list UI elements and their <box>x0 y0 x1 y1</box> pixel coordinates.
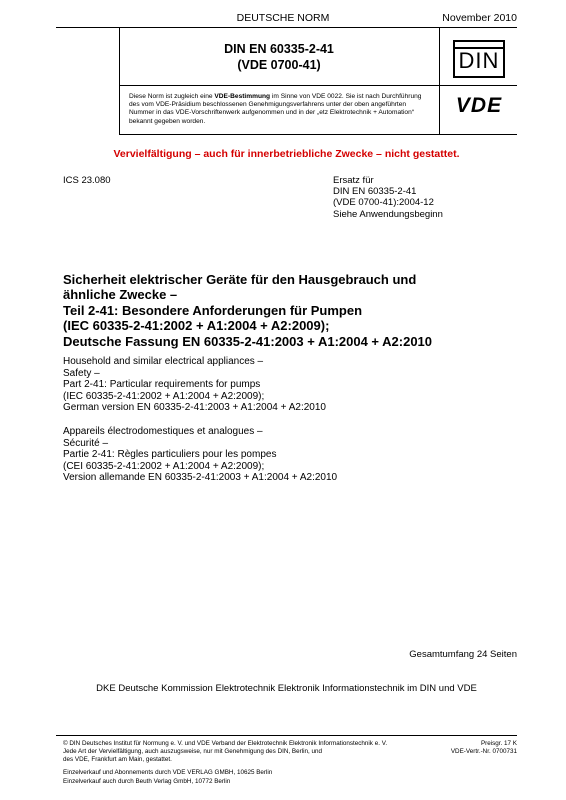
copyright-line: © DIN Deutsches Institut für Normung e. V. und VDE Verband der Elektrotechnik Elektronik Informationstechnik e. V. <box>63 740 388 747</box>
sales-line: Einzelverkauf auch durch Beuth Verlag GmbH, 10772 Berlin <box>63 777 231 785</box>
din-logo <box>453 40 505 78</box>
box-logo-divider <box>439 28 440 134</box>
title-line: Version allemande EN 60335-2-41:2003 + A1:2004 + A2:2010 <box>63 472 338 484</box>
copyright-notice <box>63 740 423 764</box>
copyright-line: Jede Art der Vervielfältigung, auch auszugsweise, nur mit Genehmigung des DIN, Berlin, und <box>63 748 323 755</box>
sales-line: Einzelverkauf und Abonnements durch VDE VERLAG GMBH, 10625 Berlin <box>63 769 273 776</box>
title-line: Deutsche Fassung EN 60335-2-41:2003 + A1:2004 + A2:2010 <box>63 333 433 349</box>
title-line: Household and similar electrical appliances – <box>63 356 264 367</box>
title-french <box>63 426 513 484</box>
price-group: Preisgr. 17 K <box>480 740 517 747</box>
ics-code: ICS 23.080 <box>63 175 111 186</box>
vde-note-rest: im Sinne von VDE 0022. Sie ist nach Durchführung des vom VDE-Präsidium beschlossenen Genehmigungsverfahrens unter der oben angeführten Nummer in das VDE-Vorschriftenwerk aufgenommen und in der „etz Elektrotechnik + Automation“ bekannt gegeben worden. <box>129 93 422 125</box>
sales-info <box>63 769 483 786</box>
replacement-info <box>333 175 443 220</box>
copy-warning: Vervielfältigung – auch für innerbetriebliche Zwecke – nicht gestattet. <box>113 148 460 160</box>
standard-number: DIN EN 60335-2-41 <box>224 42 334 56</box>
vde-regulation-note <box>129 93 431 126</box>
dke-commission: DKE Deutsche Kommission Elektrotechnik Elektronik Informationstechnik im DIN und VDE <box>96 683 477 694</box>
din-logo-text: DIN <box>458 48 500 73</box>
box-bottom-border <box>119 134 517 135</box>
box-middle-divider <box>119 85 517 86</box>
title-line: Appareils électrodomestiques et analogues – <box>63 426 263 437</box>
publication-date: November 2010 <box>442 12 517 24</box>
standard-number-block <box>119 41 439 73</box>
price-info <box>407 740 517 756</box>
vde-classification: (VDE 0700-41) <box>237 58 321 72</box>
order-number: VDE-Vertr.-Nr. 0700731 <box>450 748 517 755</box>
replacement-line: DIN EN 60335-2-41 <box>333 186 417 198</box>
title-line: Teil 2-41: Besondere Anforderungen für Pumpen <box>63 302 363 318</box>
title-line: Sécurité – <box>63 437 109 449</box>
total-pages: Gesamtumfang 24 Seiten <box>409 649 517 660</box>
title-line: Part 2-41: Particular requirements for pumps <box>63 379 261 391</box>
vde-note-prefix: Diese Norm ist zugleich eine <box>129 93 215 100</box>
vde-logo: VDE <box>455 94 503 117</box>
title-line: (CEI 60335-2-41:2002 + A1:2004 + A2:2009); <box>63 460 265 472</box>
footer-divider <box>56 735 517 736</box>
replacement-line: (VDE 0700-41):2004-12 <box>333 197 434 209</box>
title-english <box>63 356 513 414</box>
title-line: Sicherheit elektrischer Geräte für den Hausgebrauch und <box>63 272 417 287</box>
title-line: ähnliche Zwecke – <box>63 287 178 303</box>
replacement-line: Siehe Anwendungsbeginn <box>333 208 443 220</box>
replacement-line: Ersatz für <box>333 175 374 186</box>
title-line: (IEC 60335-2-41:2002 + A1:2004 + A2:2009); <box>63 390 265 402</box>
title-line: (IEC 60335-2-41:2002 + A1:2004 + A2:2009); <box>63 318 330 334</box>
copyright-line: des VDE, Frankfurt am Main, gestattet. <box>63 756 172 763</box>
norm-type-label: DEUTSCHE NORM <box>236 12 330 24</box>
title-line: Partie 2-41: Règles particuliers pour les pompes <box>63 449 277 461</box>
title-german <box>63 272 513 349</box>
title-line: German version EN 60335-2-41:2003 + A1:2004 + A2:2010 <box>63 402 326 414</box>
title-line: Safety – <box>63 367 100 379</box>
vde-note-bold: VDE-Bestimmung <box>214 93 271 100</box>
standard-header-box <box>119 28 517 134</box>
